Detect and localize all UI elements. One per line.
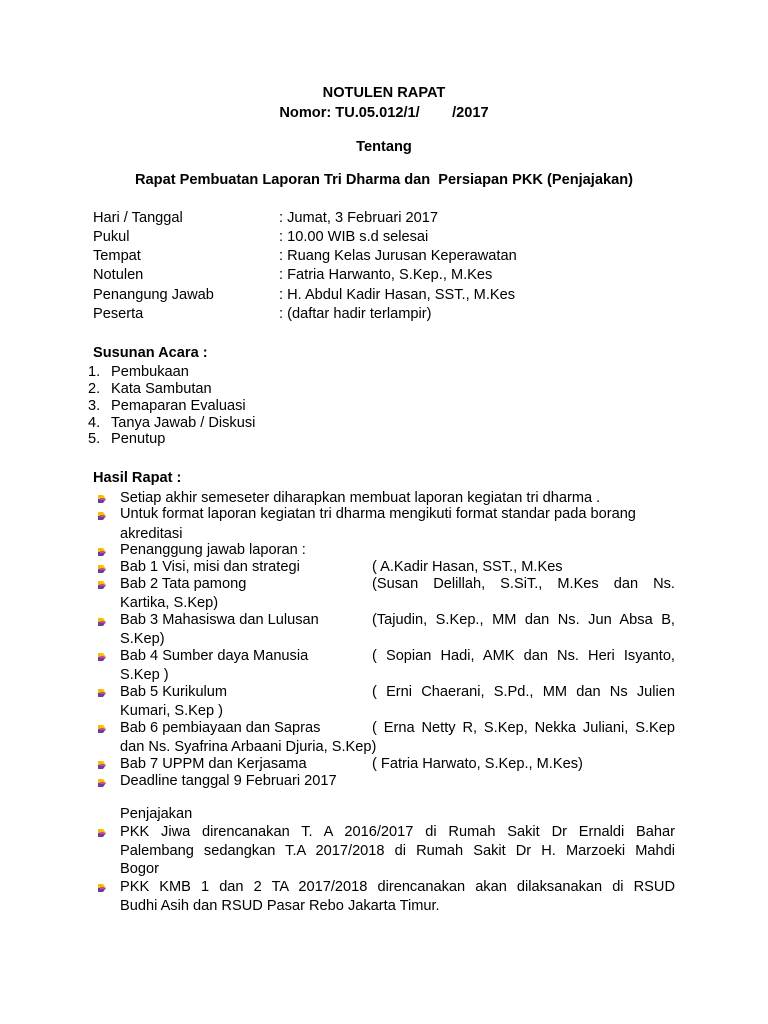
penjajakan-label: Penjajakan	[120, 806, 193, 822]
info-label-tempat: Tempat	[93, 248, 141, 264]
list-item: Kata Sambutan	[111, 381, 212, 397]
pkk-jiwa-line-3: Bogor	[120, 861, 159, 877]
info-label-notulen: Notulen	[93, 267, 144, 283]
susunan-heading: Susunan Acara :	[93, 345, 208, 361]
info-value-penanggung: : H. Abdul Kadir Hasan, SST., M.Kes	[279, 287, 516, 303]
list-item-number: 1.	[88, 364, 101, 380]
bab-2-pic: (Susan Delillah, S.SiT., M.Kes dan Ns.	[372, 576, 675, 592]
info-label-pukul: Pukul	[93, 229, 130, 245]
bab-3-title: Bab 3 Mahasiswa dan Lulusan	[120, 612, 319, 628]
hasil-item-2: Untuk format laporan kegiatan tri dharma mengikuti format standar pada borang	[120, 506, 636, 522]
bab-6-pic: ( Erna Netty R, S.Kep, Nekka Juliani, S.Kep	[372, 720, 675, 736]
pkk-jiwa-line-1: PKK Jiwa direncanakan T. A 2016/2017 di Rumah Sakit Dr Ernaldi Bahar	[120, 824, 675, 840]
bab-2-pic-cont: Kartika, S.Kep)	[120, 595, 219, 611]
colored-arrow-bullet-icon	[97, 617, 107, 627]
info-label-hari: Hari / Tanggal	[93, 210, 183, 226]
info-value-notulen: : Fatria Harwanto, S.Kep., M.Kes	[279, 267, 493, 283]
bab-5-pic: ( Erni Chaerani, S.Pd., MM dan Ns Julien	[372, 684, 675, 700]
colored-arrow-bullet-icon	[97, 652, 107, 662]
document-number: Nomor: TU.05.012/1/ /2017	[279, 105, 489, 121]
deadline-text: Deadline tanggal 9 Februari 2017	[120, 773, 337, 789]
bab-6-title: Bab 6 pembiayaan dan Sapras	[120, 720, 321, 736]
colored-arrow-bullet-icon	[97, 580, 107, 590]
list-item: Penutup	[111, 431, 166, 447]
bab-6-pic-cont: dan Ns. Syafrina Arbaani Djuria, S.Kep)	[120, 739, 377, 755]
colored-arrow-bullet-icon	[97, 494, 107, 504]
bab-7-title: Bab 7 UPPM dan Kerjasama	[120, 756, 307, 772]
info-label-peserta: Peserta	[93, 306, 144, 322]
info-label-penanggung: Penangung Jawab	[93, 287, 214, 303]
list-item-number: 4.	[88, 415, 101, 431]
tentang-label: Tentang	[356, 139, 412, 155]
info-value-peserta: : (daftar hadir terlampir)	[279, 306, 432, 322]
colored-arrow-bullet-icon	[97, 883, 107, 893]
bab-3-pic: (Tajudin, S.Kep., MM dan Ns. Jun Absa B,	[372, 612, 675, 628]
bab-4-pic-cont: S.Kep )	[120, 667, 169, 683]
list-item: Pembukaan	[111, 364, 189, 380]
info-value-tempat: : Ruang Kelas Jurusan Keperawatan	[279, 248, 517, 264]
hasil-heading: Hasil Rapat :	[93, 470, 182, 486]
info-value-pukul: : 10.00 WIB s.d selesai	[279, 229, 429, 245]
bab-4-pic: ( Sopian Hadi, AMK dan Ns. Heri Isyanto,	[372, 648, 675, 664]
list-item-number: 5.	[88, 431, 101, 447]
list-item: Pemaparan Evaluasi	[111, 398, 246, 414]
hasil-item-3: Penanggung jawab laporan :	[120, 542, 306, 558]
colored-arrow-bullet-icon	[97, 724, 107, 734]
bab-7-pic: ( Fatria Harwato, S.Kep., M.Kes)	[372, 756, 583, 772]
colored-arrow-bullet-icon	[97, 511, 107, 521]
meeting-subject: Rapat Pembuatan Laporan Tri Dharma dan Persiapan PKK (Penjajakan)	[135, 172, 633, 188]
hasil-item-2-cont: akreditasi	[120, 526, 183, 542]
bab-5-pic-cont: Kumari, S.Kep )	[120, 703, 224, 719]
colored-arrow-bullet-icon	[97, 564, 107, 574]
colored-arrow-bullet-icon	[97, 778, 107, 788]
bab-4-title: Bab 4 Sumber daya Manusia	[120, 648, 309, 664]
colored-arrow-bullet-icon	[97, 760, 107, 770]
list-item: Tanya Jawab / Diskusi	[111, 415, 256, 431]
document-title: NOTULEN RAPAT	[322, 85, 446, 101]
colored-arrow-bullet-icon	[97, 828, 107, 838]
pkk-kmb-line-2: Budhi Asih dan RSUD Pasar Rebo Jakarta Timur.	[120, 898, 440, 914]
bab-2-title: Bab 2 Tata pamong	[120, 576, 247, 592]
bab-1-title: Bab 1 Visi, misi dan strategi	[120, 559, 300, 575]
list-item-number: 2.	[88, 381, 101, 397]
pkk-kmb-line-1: PKK KMB 1 dan 2 TA 2017/2018 direncanakan akan dilaksanakan di RSUD	[120, 879, 675, 895]
hasil-item-1: Setiap akhir semeseter diharapkan membuat laporan kegiatan tri dharma .	[120, 490, 601, 506]
bab-3-pic-cont: S.Kep)	[120, 631, 165, 647]
colored-arrow-bullet-icon	[97, 547, 107, 557]
list-item-number: 3.	[88, 398, 101, 414]
colored-arrow-bullet-icon	[97, 688, 107, 698]
info-value-hari: : Jumat, 3 Februari 2017	[279, 210, 438, 226]
pkk-jiwa-line-2: Palembang sedangkan T.A 2017/2018 di Rumah Sakit Dr H. Marzoeki Mahdi	[120, 843, 675, 859]
bab-5-title: Bab 5 Kurikulum	[120, 684, 228, 700]
bab-1-pic: ( A.Kadir Hasan, SST., M.Kes	[372, 559, 563, 575]
